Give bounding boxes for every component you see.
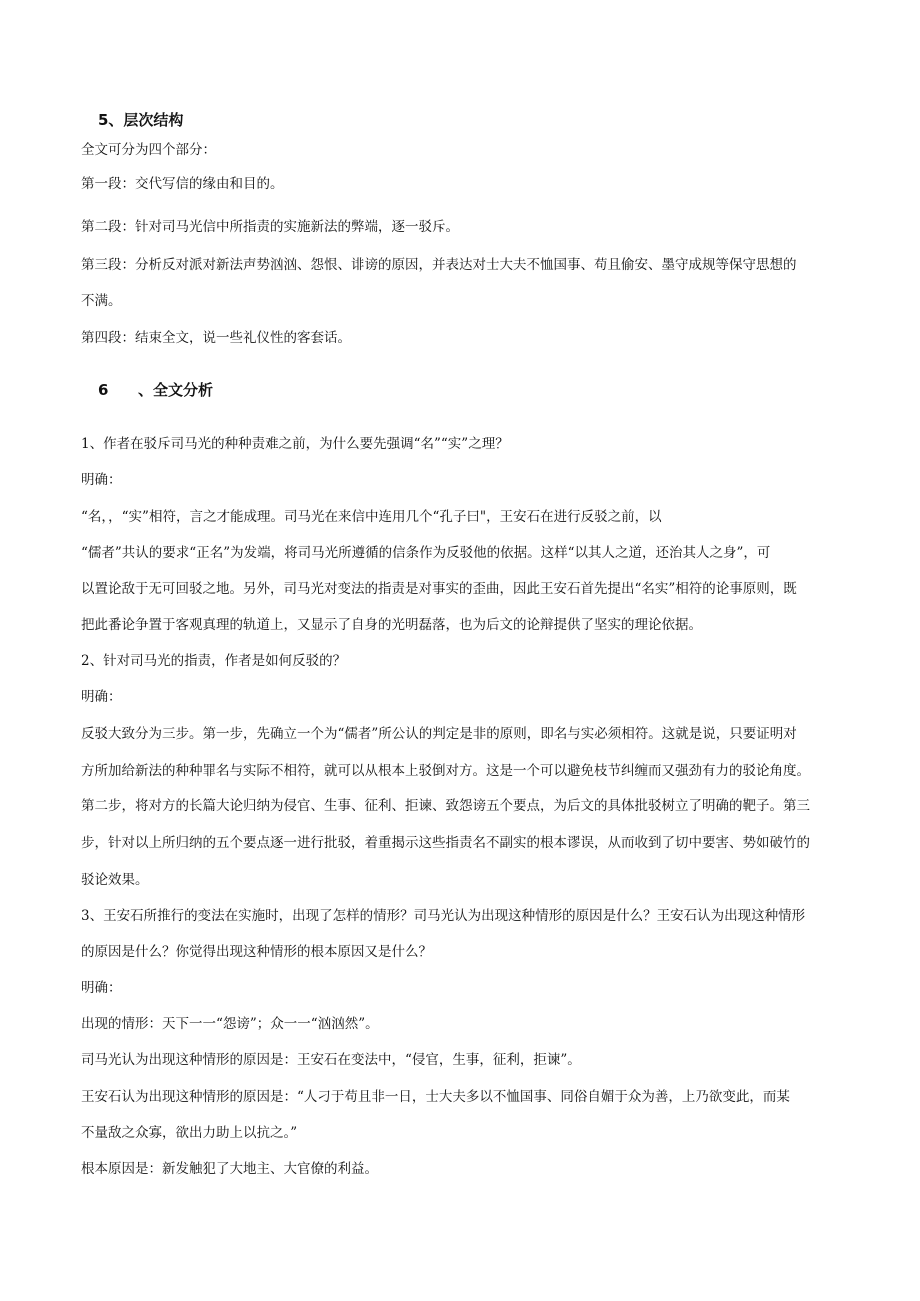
section-6-line: 把此番论争置于客观真理的轨道上，又显示了自身的光明磊落，也为后文的论辩提供了坚实的理论依据。 [81,617,702,633]
section-5-line: 第三段：分析反对派对新法声势汹汹、怨恨、诽谤的原因，并表达对士大夫不恤国事、苟且偷安、墨守成规等保守思想的 [81,257,797,273]
section-6-line: 2、针对司马光的指责，作者是如何反驳的？ [81,653,347,669]
section-5-heading: 5、层次结构 [98,111,184,129]
section-6-heading: 、全文分析 [138,381,214,399]
section-6-line: 的原因是什么？你觉得出现这种情形的根本原因又是什么？ [81,944,432,960]
section-6-line: 根本原因是：新发触犯了大地主、大官僚的利益。 [81,1161,378,1177]
section-6-line: 以置论敌于无可回驳之地。另外，司马光对变法的指责是对事实的歪曲，因此王安石首先提出“名实”相符的论事原则，既 [81,581,797,597]
section-6-line: 步，针对以上所归纳的五个要点逐一进行批驳，着重揭示这些指责名不副实的根本谬误，从而收到了切中要害、势如破竹的 [81,835,810,851]
section-6-line: 王安石认为出现这种情形的原因是：“人刁于苟且非一日，士大夫多以不恤国事、同俗自媚于众为善，上乃欲变此，而某 [81,1089,790,1105]
section-6-line: 司马光认为出现这种情形的原因是：王安石在变法中，“侵官，生事，征利，拒谏”。 [81,1052,581,1068]
section-5-line: 全文可分为四个部分： [81,142,216,158]
section-6-line: 第二步，将对方的长篇大论归纳为侵官、生事、征利、拒谏、致怨谤五个要点，为后文的具体批驳树立了明确的靶子。第三 [81,798,810,814]
section-5-line: 第四段：结束全文，说一些礼仪性的客套话。 [81,330,351,346]
section-6-line: 1、作者在驳斥司马光的种种责难之前，为什么要先强调“名”“实”之理？ [81,436,509,452]
section-5-line: 第一段：交代写信的缘由和目的。 [81,176,284,192]
section-6-line: 出现的情形：天下一一“怨谤”；众一一“汹汹然”。 [81,1016,379,1032]
section-6-line: 不量敌之众寡，欲出力助上以抗之。” [81,1125,298,1141]
section-6-line: 驳论效果。 [81,872,149,888]
section-6-line: 明确： [81,689,122,705]
section-5-line: 不满。 [81,293,122,309]
section-5-line: 第二段：针对司马光信中所指责的实施新法的弊端，逐一驳斥。 [81,219,459,235]
section-6-line: “名，，“实”相符，言之才能成理。司马光在来信中连用几个“孔子曰"，王安石在进行反驳之前，以 [81,509,662,525]
section-6-line: 反驳大致分为三步。第一步，先确立一个为“儒者”所公认的判定是非的原则，即名与实必须相符。这就是说，只要证明对 [81,726,797,742]
section-6-line: 明确： [81,472,122,488]
section-6-line: “儒者”共认的要求“正名”为发端，将司马光所遵循的信条作为反驳他的依据。这样“以其人之道，还治其人之身”，可 [81,545,771,561]
section-6-line: 3、王安石所推行的变法在实施时，出现了怎样的情形？司马光认为出现这种情形的原因是什么？王安石认为出现这种情形 [81,908,806,924]
section-6-line: 明确： [81,980,122,996]
section-6-heading-number: 6 [98,381,109,399]
section-6-line: 方所加给新法的种种罪名与实际不相符，就可以从根本上驳倒对方。这是一个可以避免枝节纠缠而又强劲有力的驳论角度。 [81,763,810,779]
